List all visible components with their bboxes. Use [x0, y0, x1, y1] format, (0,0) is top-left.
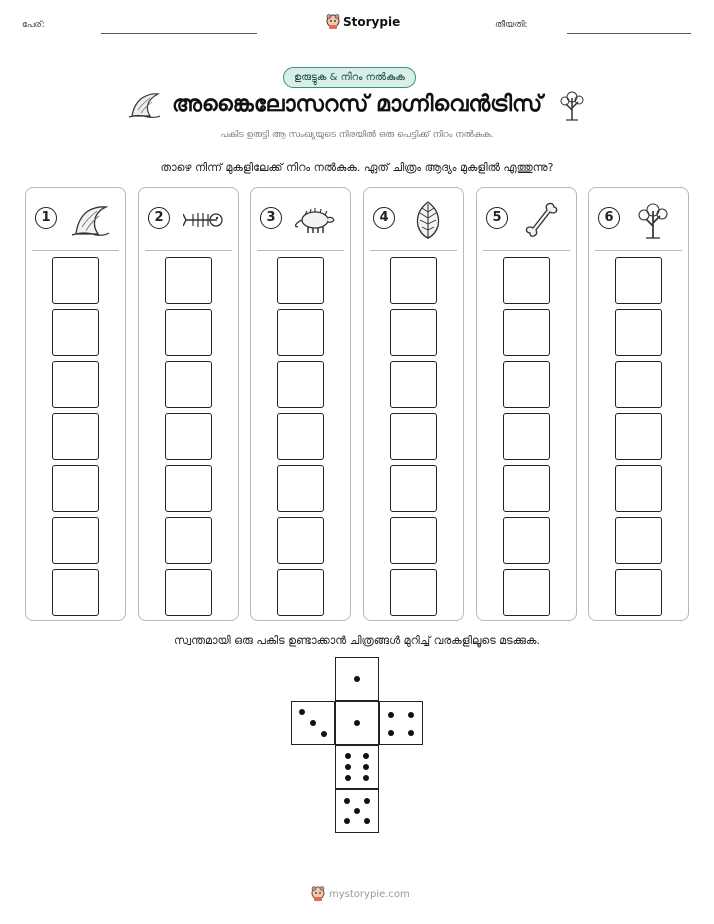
pip: [344, 818, 350, 824]
pip: [345, 764, 351, 770]
color-box[interactable]: [52, 569, 99, 616]
pip: [354, 720, 360, 726]
footer-site[interactable]: mystorypie.com: [329, 888, 410, 900]
column-divider: [32, 250, 119, 251]
color-box[interactable]: [52, 361, 99, 408]
storypie-mascot-icon: [326, 14, 340, 30]
color-box[interactable]: [390, 517, 437, 564]
pip: [345, 753, 351, 759]
color-box[interactable]: [165, 413, 212, 460]
color-box[interactable]: [165, 517, 212, 564]
pip: [408, 730, 414, 736]
brand-name: Storypie: [343, 15, 401, 29]
color-box[interactable]: [615, 309, 662, 356]
color-box[interactable]: [615, 569, 662, 616]
column-5: [476, 187, 577, 621]
pip: [363, 764, 369, 770]
color-box[interactable]: [390, 465, 437, 512]
color-box[interactable]: [390, 309, 437, 356]
color-box[interactable]: [390, 361, 437, 408]
column-1: [25, 187, 126, 621]
storypie-mascot-icon: [311, 886, 325, 902]
ankylosaurus-icon: [295, 200, 335, 240]
column-4: [363, 187, 464, 621]
color-box[interactable]: [52, 413, 99, 460]
page-title: അങ്കൈലോസറസ് മാഗ്നിവെൻട്രിസ്: [172, 92, 543, 117]
column-number: 6: [598, 207, 620, 229]
column-number: 4: [373, 207, 395, 229]
color-box[interactable]: [390, 257, 437, 304]
pip: [344, 798, 350, 804]
color-box[interactable]: [615, 517, 662, 564]
title-tree-icon: [557, 88, 587, 122]
color-box[interactable]: [390, 569, 437, 616]
color-box[interactable]: [615, 465, 662, 512]
pip: [354, 808, 360, 814]
name-label: പേര്:: [22, 20, 45, 30]
color-box[interactable]: [165, 257, 212, 304]
pip: [363, 753, 369, 759]
color-box[interactable]: [615, 257, 662, 304]
pip: [408, 712, 414, 718]
column-number: 5: [486, 207, 508, 229]
column-divider: [257, 250, 344, 251]
page-subtitle: പകിട ഉരുട്ടി ആ സംഖ്യയുടെ നിരയിൽ ഒരു പെട്ടിക്ക് നിറം നൽകുക.: [220, 130, 494, 140]
bone-icon: [521, 200, 561, 240]
column-number: 2: [148, 207, 170, 229]
column-2: [138, 187, 239, 621]
fish-skeleton-icon: [183, 200, 223, 240]
column-divider: [370, 250, 457, 251]
pip: [310, 720, 316, 726]
color-box[interactable]: [277, 569, 324, 616]
pip: [354, 676, 360, 682]
color-box[interactable]: [165, 361, 212, 408]
pip: [345, 775, 351, 781]
pip: [388, 712, 394, 718]
pip: [364, 818, 370, 824]
die-face-1-center[interactable]: [335, 701, 379, 745]
instruction-text: താഴെ നിന്ന് മുകളിലേക്ക് നിറം നൽകുക. ഏത് ചിത്രം ആദ്യം മുകളിൽ എത്തുന്നു?: [160, 161, 554, 174]
color-box[interactable]: [503, 413, 550, 460]
footer: [311, 886, 410, 902]
dice-instruction: സ്വന്തമായി ഒരു പകിട ഉണ്ടാക്കാൻ ചിത്രങ്ങൾ മുറിച്ച് വരകളിലൂടെ മടക്കുക.: [174, 634, 540, 647]
color-box[interactable]: [503, 361, 550, 408]
color-box[interactable]: [277, 309, 324, 356]
die-face-5[interactable]: [335, 789, 379, 833]
column-3: [250, 187, 351, 621]
die-face-6[interactable]: [335, 745, 379, 789]
leaf-icon: [408, 200, 448, 240]
color-box[interactable]: [277, 465, 324, 512]
pip: [364, 798, 370, 804]
column-6: [588, 187, 689, 621]
brand-logo: [326, 14, 400, 30]
color-box[interactable]: [52, 465, 99, 512]
color-box[interactable]: [165, 309, 212, 356]
die-face-4[interactable]: [379, 701, 423, 745]
color-box[interactable]: [277, 413, 324, 460]
color-box[interactable]: [165, 465, 212, 512]
color-box[interactable]: [503, 257, 550, 304]
color-box[interactable]: [615, 361, 662, 408]
color-box[interactable]: [277, 517, 324, 564]
color-box[interactable]: [165, 569, 212, 616]
color-box[interactable]: [277, 361, 324, 408]
color-box[interactable]: [52, 309, 99, 356]
pip: [363, 775, 369, 781]
color-box[interactable]: [52, 257, 99, 304]
color-box[interactable]: [277, 257, 324, 304]
column-number: 3: [260, 207, 282, 229]
color-box[interactable]: [390, 413, 437, 460]
dinosaur-tail-spike-icon: [70, 200, 110, 240]
title-tail-spike-icon: [128, 90, 162, 120]
column-divider: [595, 250, 682, 251]
pip: [321, 731, 327, 737]
column-number: 1: [35, 207, 57, 229]
date-label: തീയതി:: [495, 20, 528, 30]
die-face-1[interactable]: [335, 657, 379, 701]
column-divider: [483, 250, 570, 251]
color-box[interactable]: [503, 517, 550, 564]
tree-icon: [633, 200, 673, 240]
color-box[interactable]: [503, 309, 550, 356]
die-face-3[interactable]: [291, 701, 335, 745]
activity-tag: ഉരുട്ടുക & നിറം നൽകുക: [283, 67, 416, 88]
date-line[interactable]: [567, 33, 691, 34]
color-box[interactable]: [615, 413, 662, 460]
name-line[interactable]: [101, 33, 257, 34]
color-box[interactable]: [503, 569, 550, 616]
column-divider: [145, 250, 232, 251]
color-box[interactable]: [503, 465, 550, 512]
pip: [299, 709, 305, 715]
color-box[interactable]: [52, 517, 99, 564]
pip: [388, 730, 394, 736]
